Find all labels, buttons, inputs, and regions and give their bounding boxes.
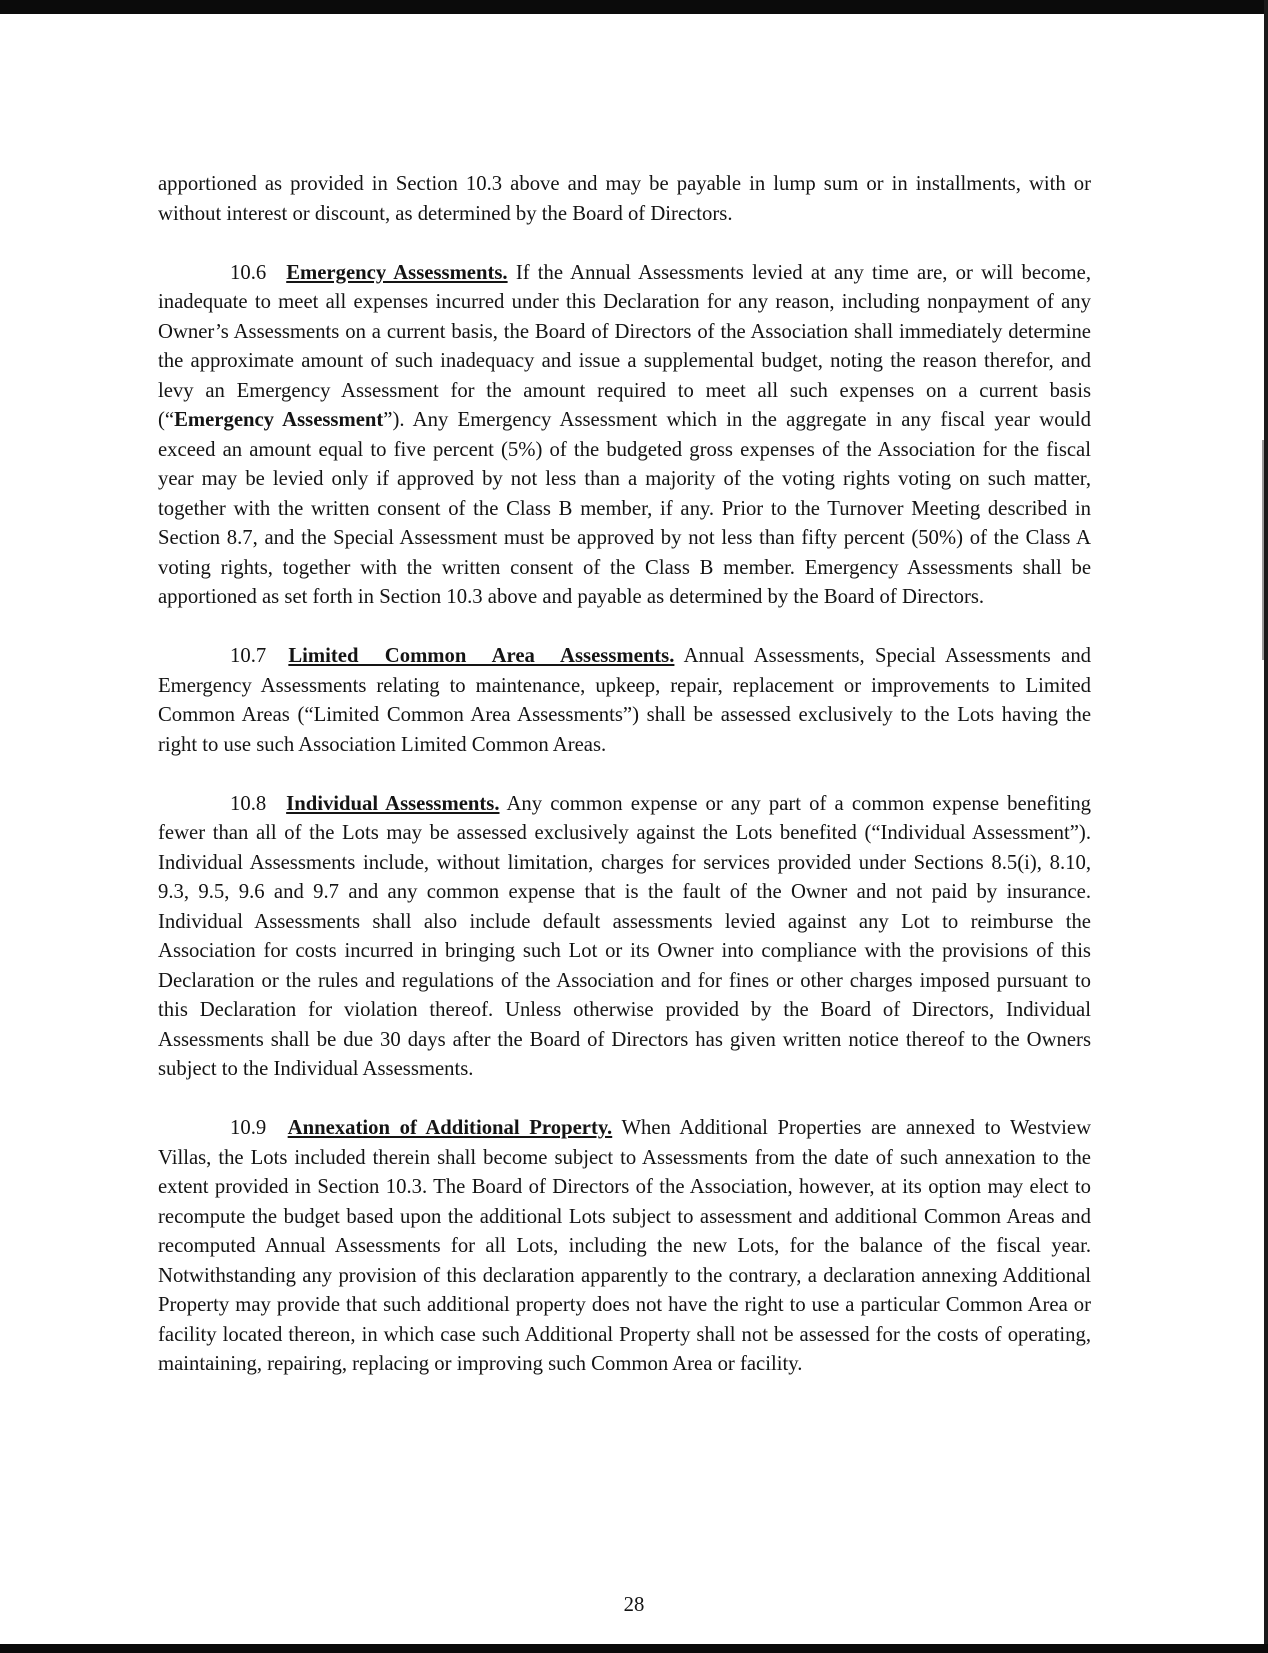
scan-border-right [1264,0,1268,1653]
paragraph-continuation: apportioned as provided in Section 10.3 above and may be payable in lump sum or in installments, with or without interest or discount, as determined by the Board of Directors. [158,173,1091,225]
section-heading: Limited Common Area Assessments. [288,645,675,667]
section-text: If the Annual Assessments levied at any time are, or will become, inadequate to meet all expenses incurred under this Declaration for any reason, including nonpayment of any Owner’s Assessments on a current basis, the Board of Directors of the Association shall immediately determine the approximate amount of such inadequacy and issue a supplemental budget, noting the reason therefor, and levy an Emergency Assessment for the amount required to meet all such expenses on a current basis (“ [158,261,1092,431]
section-text: Annual Assessments, Special Assessments and Emergency Assessments relating to maintenance, upkeep, repair, replacement or improvements to Limited Common Areas (“Limited Common Area Assessments”) shall be assessed exclusively to the Lots having the right to use such Association Limited Common Areas. [158,645,1092,756]
section-heading: Individual Assessments. [286,792,500,815]
section-number: 10.7 [230,645,267,667]
section-heading: Emergency Assessments. [286,261,508,284]
section-text: Any common expense or any part of a common expense benefiting fewer than all of the Lots may be assessed exclusively against the Lots benefited (“Individual Assessment”). Individual Assessments include, without limitation, charges for services provided under Sections 8.5(i), 8.10, 9.3, 9.5, 9.6 and 9.7 and any common expense that is the fault of the Owner and not paid by insurance. Individual Assessments shall also include default assessments levied against any Lot to reimburse the Association for costs incurred in bringing such Lot or its Owner into compliance with the provisions of this Declaration or the rules and regulations of the Association and for fines or other charges imposed pursuant to this Declaration for violation thereof. Unless otherwise provided by the Board of Directors, Individual Assessments shall be due 30 days after the Board of Directors has given written notice thereof to the Owners subject to the Individual Assessments. [158,792,1092,1080]
section-number: 10.9 [230,1117,267,1139]
scan-border-top [0,0,1268,14]
scan-border-bottom [0,1644,1268,1653]
section-number: 10.6 [230,261,267,284]
section-heading: Annexation of Additional Property. [287,1117,613,1139]
document-page [158,170,1091,1409]
section-10-7 [158,642,1091,760]
section-number: 10.8 [230,792,267,815]
section-10-9 [158,1114,1091,1380]
page-number: 28 [623,1594,645,1616]
defined-term: Emergency Assessment [174,409,384,431]
section-text-continued: ”). Any Emergency Assessment which in the aggregate in any fiscal year would exceed an amount equal to five percent (5%) of the budgeted gross expenses of the Association for the fiscal year may be levied only if approved by not less than a majority of the voting rights voting on such matter, together with the written consent of the Class B member, if any. Prior to the Turnover Meeting described in Section 8.7, and the Special Assessment must be approved by not less than fifty percent (50%) of the Class A voting rights, together with the written consent of the Class B member. Emergency Assessments shall be apportioned as set forth in Section 10.3 above and payable as determined by the Board of Directors. [158,409,1091,608]
section-text: When Additional Properties are annexed to Westview Villas, the Lots included therein shall become subject to Assessments from the date of such annexation to the extent provided in Section 10.3. The Board of Directors of the Association, however, at its option may elect to recompute the budget based upon the additional Lots subject to assessment and additional Common Areas and recomputed Annual Assessments for all Lots, including the new Lots, for the balance of the fiscal year. Notwithstanding any provision of this declaration apparently to the contrary, a declaration annexing Additional Property may provide that such additional property does not have the right to use a particular Common Area or facility located thereon, in which case such Additional Property shall not be assessed for the costs of operating, maintaining, repairing, replacing or improving such Common Area or facility. [158,1117,1092,1375]
section-10-6 [158,259,1091,613]
section-10-8 [158,790,1091,1085]
scan-edge-mark [1262,440,1264,660]
